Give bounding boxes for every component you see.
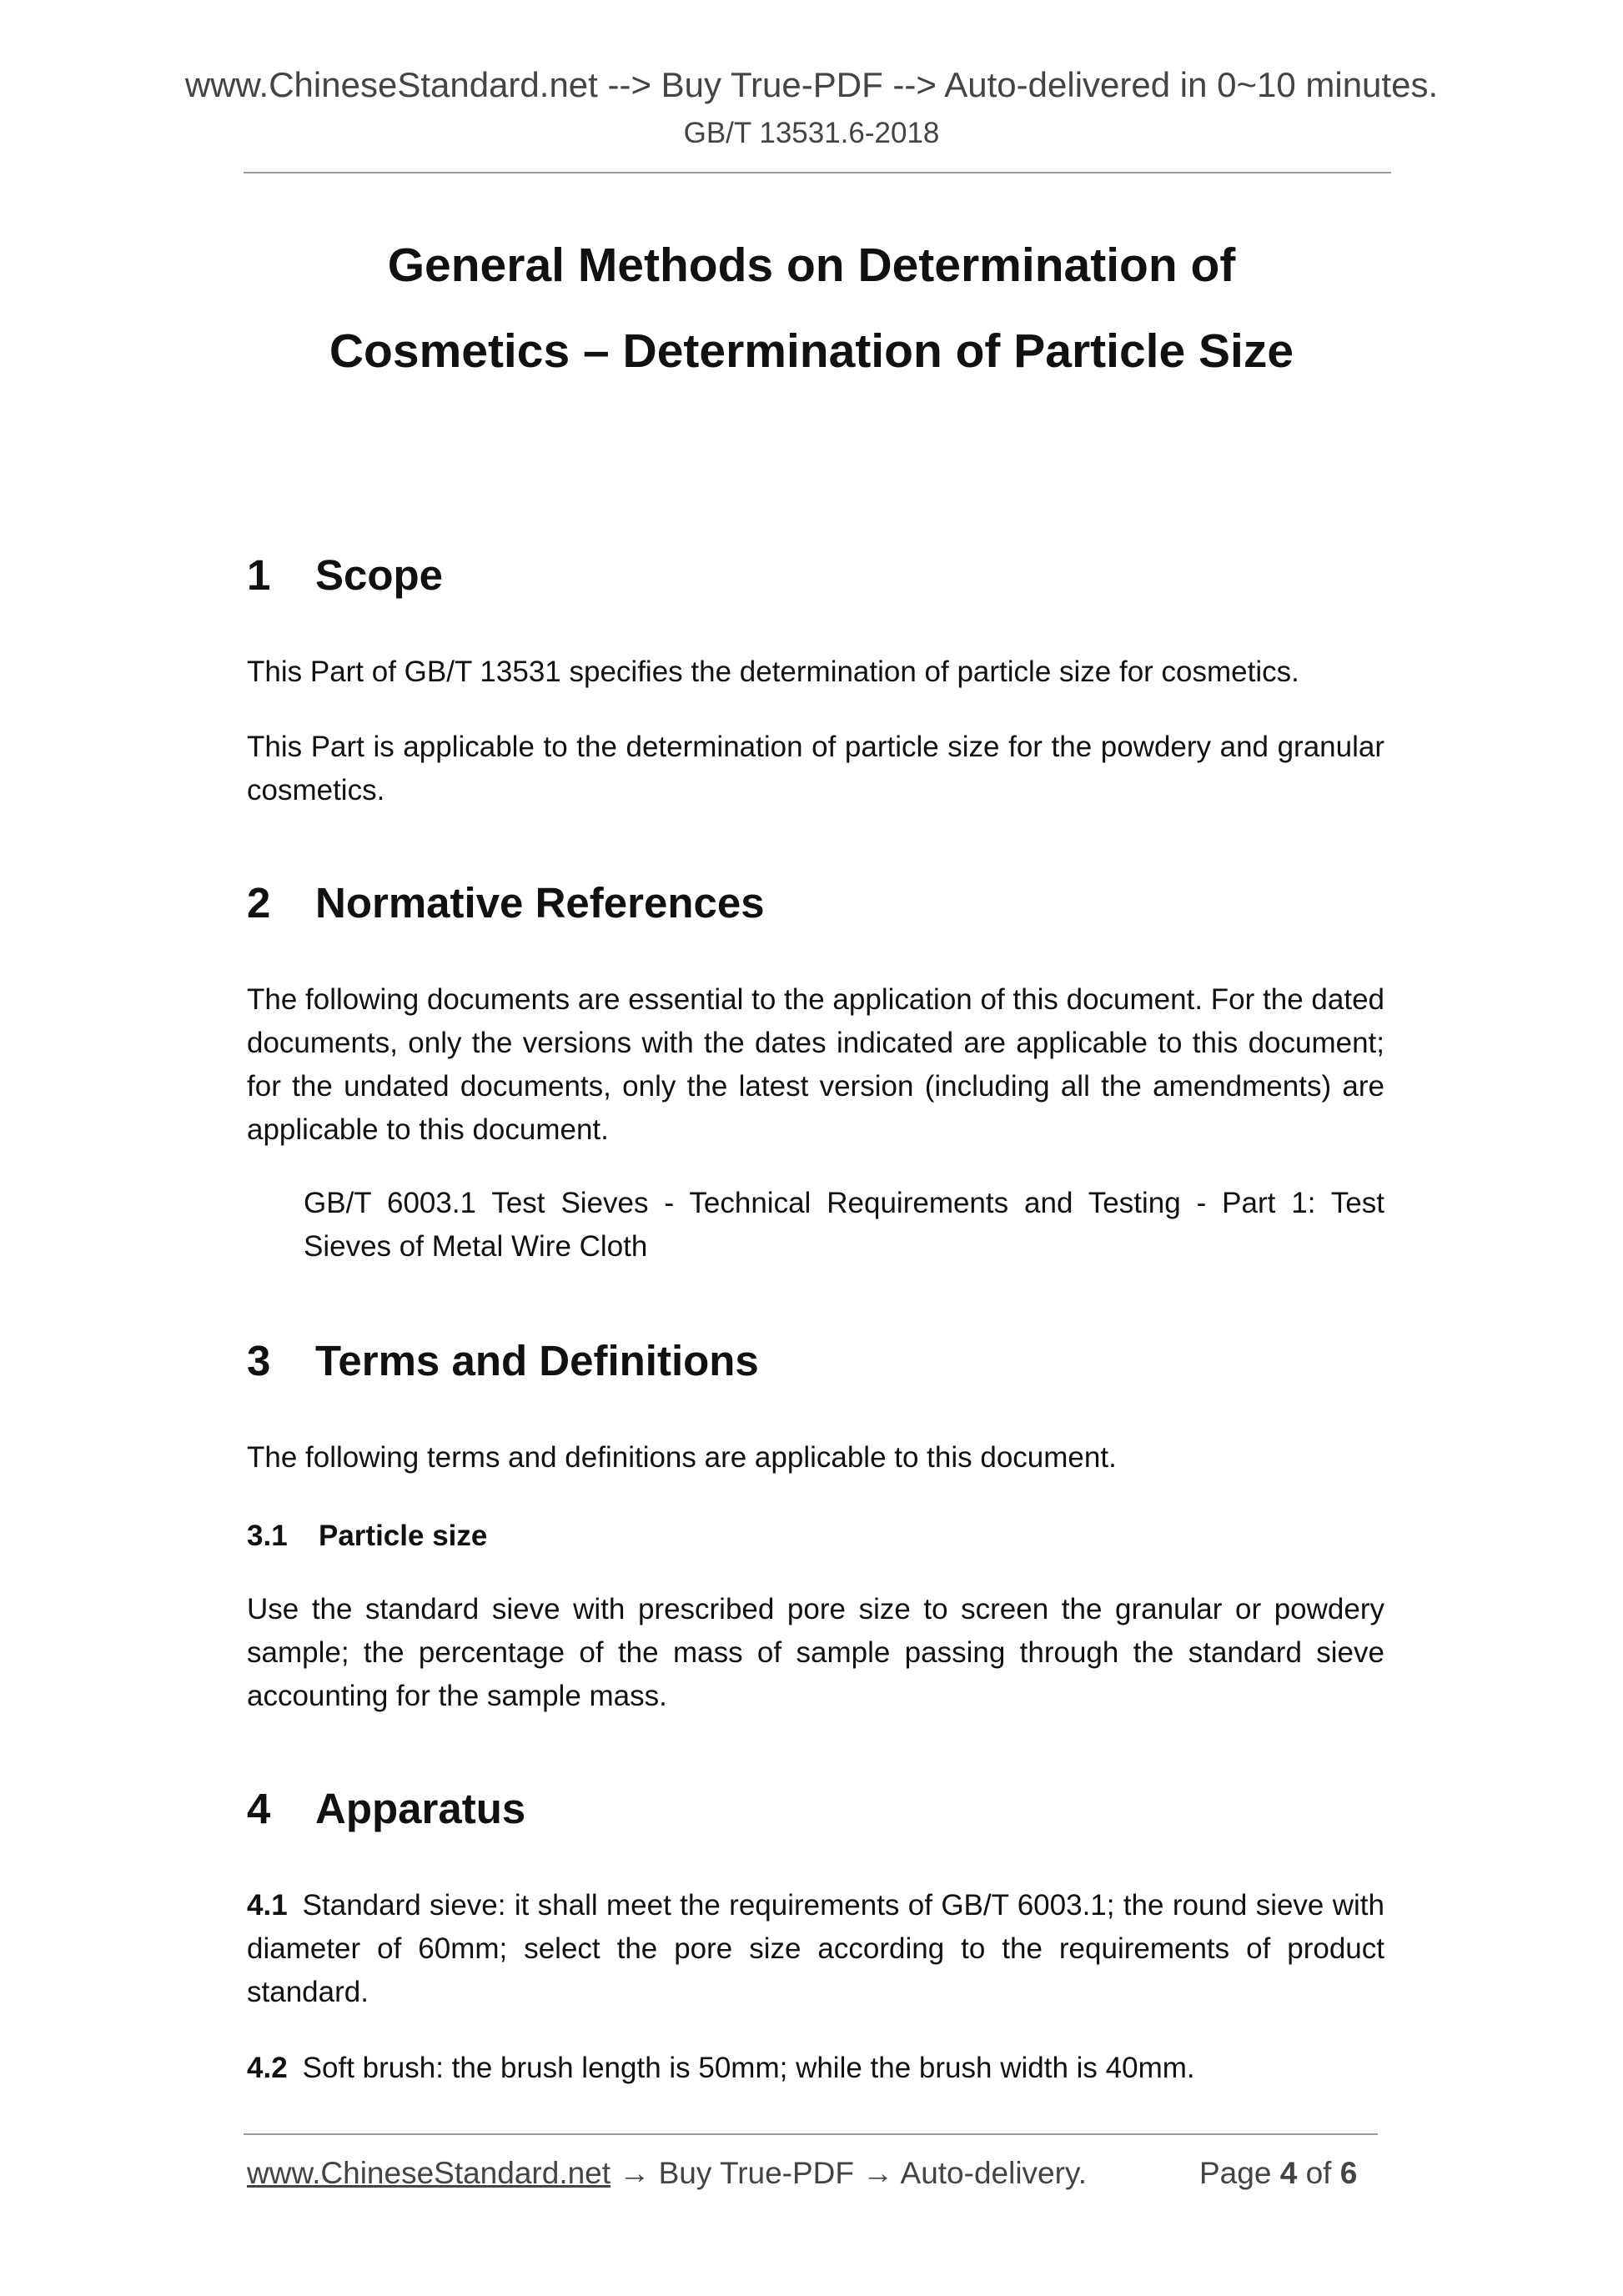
apparatus-item-4-1: [247, 1884, 1384, 2014]
normative-references-paragraph: The following documents are essential to the application of this document. For the dated documents, only the versions with the dates indicated are applicable to this document; for the undated documents, only the latest version (including all the amendments) are applicable to this document.: [247, 983, 1384, 1146]
page-label: Page: [1199, 2156, 1272, 2190]
subsection-3-1-heading: [247, 1520, 487, 1553]
reference-item: GB/T 6003.1 Test Sieves - Technical Requirements and Testing - Part 1: Test Sieves of Metal Wire Cloth: [304, 1187, 1384, 1263]
section-4-heading: [247, 1784, 525, 1833]
of-label: of: [1305, 2156, 1332, 2190]
section-number: 2: [247, 879, 271, 927]
section-title: Scope: [315, 551, 444, 599]
footer-promo: [247, 2156, 1087, 2191]
section-number: 3: [247, 1337, 271, 1384]
page-total: 6: [1339, 2156, 1358, 2190]
document-title-line-2: Cosmetics – Determination of Particle Size: [329, 324, 1294, 378]
section-title: Normative References: [315, 879, 765, 927]
header-divider: [244, 172, 1391, 173]
terms-paragraph: The following terms and definitions are applicable to this document.: [247, 1441, 1117, 1474]
section-number: 1: [247, 551, 271, 599]
scope-paragraph-1: This Part of GB/T 13531 specifies the determination of particle size for cosmetics.: [247, 656, 1299, 688]
section-1-heading: [247, 550, 443, 600]
page-indicator: [1199, 2156, 1357, 2191]
item-text: Standard sieve: it shall meet the requirements of GB/T 6003.1; the round sieve with diameter of 60mm; select the pore size according to the requirements of product standard.: [247, 1889, 1384, 2008]
particle-size-definition: Use the standard sieve with prescribed pore size to screen the granular or powdery sample; the percentage of the mass of sample passing through the standard sieve accounting for the sample mass.: [247, 1593, 1384, 1712]
item-number: 4.2: [247, 2052, 288, 2084]
subsection-title: Particle size: [319, 1520, 488, 1552]
subsection-number: 3.1: [247, 1520, 288, 1552]
header-standard-number: GB/T 13531.6-2018: [683, 117, 940, 149]
section-number: 4: [247, 1785, 271, 1832]
apparatus-item-4-2: [247, 2047, 1384, 2090]
scope-paragraph-2: This Part is applicable to the determination of particle size for the powdery and granular cosmetics.: [247, 731, 1384, 806]
footer-divider: [244, 2133, 1378, 2135]
section-title: Terms and Definitions: [315, 1337, 759, 1384]
footer-site-link[interactable]: www.ChineseStandard.net: [247, 2156, 611, 2190]
page-number: 4: [1279, 2156, 1298, 2190]
document-title-line-1: General Methods on Determination of: [387, 239, 1236, 292]
header-promo-text: www.ChineseStandard.net --> Buy True-PDF --> Auto-delivered in 0~10 minutes.: [184, 65, 1439, 104]
footer-promo-tail: → Buy True-PDF → Auto-delivery.: [611, 2156, 1087, 2190]
section-3-heading: [247, 1336, 759, 1385]
item-text: Soft brush: the brush length is 50mm; while the brush width is 40mm.: [302, 2052, 1195, 2084]
section-title: Apparatus: [315, 1785, 526, 1832]
item-number: 4.1: [247, 1889, 288, 1922]
section-2-heading: [247, 878, 765, 927]
